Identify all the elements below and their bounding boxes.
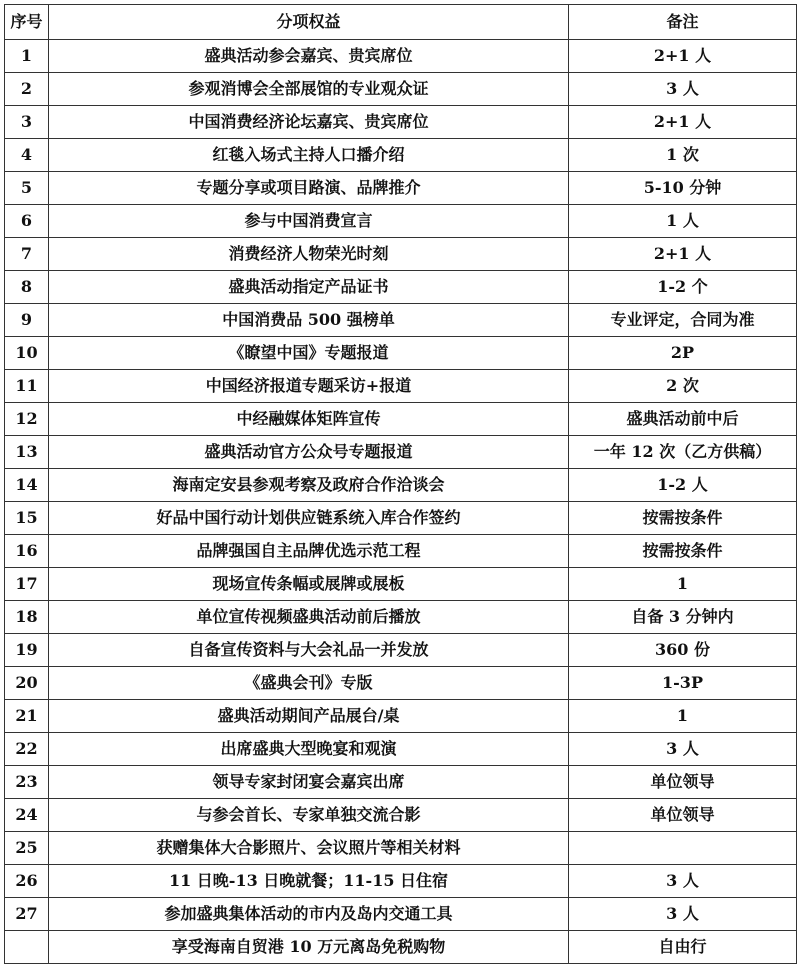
cell-index: 16 [5, 535, 49, 568]
cell-note: 5-10 分钟 [569, 172, 797, 205]
cell-index: 17 [5, 568, 49, 601]
cell-index: 9 [5, 304, 49, 337]
cell-item: 参观消博会全部展馆的专业观众证 [49, 73, 569, 106]
cell-index: 22 [5, 733, 49, 766]
cell-note: 2P [569, 337, 797, 370]
benefits-table-container [4, 4, 796, 964]
header-item: 分项权益 [49, 5, 569, 40]
table-row [5, 337, 797, 370]
table-row [5, 205, 797, 238]
cell-item: 自备宣传资料与大会礼品一并发放 [49, 634, 569, 667]
cell-note: 自备 3 分钟内 [569, 601, 797, 634]
cell-index: 27 [5, 898, 49, 931]
table-row [5, 865, 797, 898]
header-note: 备注 [569, 5, 797, 40]
cell-note: 2+1 人 [569, 40, 797, 73]
cell-item: 参与中国消费宣言 [49, 205, 569, 238]
cell-note: 按需按条件 [569, 502, 797, 535]
cell-item: 与参会首长、专家单独交流合影 [49, 799, 569, 832]
table-row [5, 634, 797, 667]
cell-note: 1 [569, 700, 797, 733]
table-row [5, 601, 797, 634]
cell-index: 18 [5, 601, 49, 634]
table-row [5, 568, 797, 601]
cell-item: 参加盛典集体活动的市内及岛内交通工具 [49, 898, 569, 931]
cell-item: 获赠集体大合影照片、会议照片等相关材料 [49, 832, 569, 865]
table-row [5, 502, 797, 535]
cell-item: 中国经济报道专题采访+报道 [49, 370, 569, 403]
cell-item: 《瞭望中国》专题报道 [49, 337, 569, 370]
cell-item: 出席盛典大型晚宴和观演 [49, 733, 569, 766]
cell-note: 1-2 人 [569, 469, 797, 502]
table-row [5, 370, 797, 403]
cell-index: 19 [5, 634, 49, 667]
table-header [5, 5, 797, 40]
cell-item: 享受海南自贸港 10 万元离岛免税购物 [49, 931, 569, 964]
table-row [5, 106, 797, 139]
cell-index: 10 [5, 337, 49, 370]
cell-note: 一年 12 次（乙方供稿） [569, 436, 797, 469]
cell-note: 按需按条件 [569, 535, 797, 568]
table-row [5, 139, 797, 172]
cell-note: 单位领导 [569, 766, 797, 799]
table-row [5, 733, 797, 766]
cell-note: 3 人 [569, 733, 797, 766]
cell-item: 中国消费经济论坛嘉宾、贵宾席位 [49, 106, 569, 139]
table-row [5, 898, 797, 931]
cell-index [5, 931, 49, 964]
cell-item: 红毯入场式主持人口播介绍 [49, 139, 569, 172]
cell-item: 中国消费品 500 强榜单 [49, 304, 569, 337]
cell-index: 25 [5, 832, 49, 865]
table-row [5, 304, 797, 337]
table-row [5, 403, 797, 436]
cell-index: 2 [5, 73, 49, 106]
cell-index: 1 [5, 40, 49, 73]
cell-note: 360 份 [569, 634, 797, 667]
cell-index: 20 [5, 667, 49, 700]
cell-item: 领导专家封闭宴会嘉宾出席 [49, 766, 569, 799]
table-row [5, 40, 797, 73]
cell-note: 1-3P [569, 667, 797, 700]
cell-item: 专题分享或项目路演、品牌推介 [49, 172, 569, 205]
cell-item: 消费经济人物荣光时刻 [49, 238, 569, 271]
cell-index: 12 [5, 403, 49, 436]
cell-item: 海南定安县参观考察及政府合作洽谈会 [49, 469, 569, 502]
cell-note: 2+1 人 [569, 106, 797, 139]
cell-item: 品牌强国自主品牌优选示范工程 [49, 535, 569, 568]
table-row [5, 271, 797, 304]
cell-item: 11 日晚-13 日晚就餐；11-15 日住宿 [49, 865, 569, 898]
cell-index: 11 [5, 370, 49, 403]
cell-item: 单位宣传视频盛典活动前后播放 [49, 601, 569, 634]
cell-index: 15 [5, 502, 49, 535]
table-row [5, 469, 797, 502]
table-row [5, 700, 797, 733]
cell-note [569, 832, 797, 865]
cell-note: 2 次 [569, 370, 797, 403]
cell-item: 现场宣传条幅或展牌或展板 [49, 568, 569, 601]
cell-item: 盛典活动官方公众号专题报道 [49, 436, 569, 469]
cell-note: 3 人 [569, 73, 797, 106]
cell-note: 3 人 [569, 865, 797, 898]
cell-note: 1 人 [569, 205, 797, 238]
table-row [5, 766, 797, 799]
cell-index: 8 [5, 271, 49, 304]
cell-index: 6 [5, 205, 49, 238]
cell-index: 26 [5, 865, 49, 898]
cell-note: 盛典活动前中后 [569, 403, 797, 436]
cell-note: 2+1 人 [569, 238, 797, 271]
cell-item: 盛典活动参会嘉宾、贵宾席位 [49, 40, 569, 73]
cell-index: 5 [5, 172, 49, 205]
cell-item: 好品中国行动计划供应链系统入库合作签约 [49, 502, 569, 535]
benefits-table [4, 4, 797, 964]
header-row [5, 5, 797, 40]
table-row [5, 436, 797, 469]
cell-item: 盛典活动期间产品展台/桌 [49, 700, 569, 733]
table-row [5, 535, 797, 568]
table-row [5, 931, 797, 964]
cell-item: 盛典活动指定产品证书 [49, 271, 569, 304]
table-row [5, 667, 797, 700]
cell-item: 中经融媒体矩阵宣传 [49, 403, 569, 436]
cell-note: 1 次 [569, 139, 797, 172]
cell-index: 21 [5, 700, 49, 733]
cell-note: 专业评定，合同为准 [569, 304, 797, 337]
cell-index: 7 [5, 238, 49, 271]
table-row [5, 73, 797, 106]
header-index: 序号 [5, 5, 49, 40]
table-row [5, 832, 797, 865]
cell-note: 1-2 个 [569, 271, 797, 304]
table-body [5, 40, 797, 964]
cell-note: 自由行 [569, 931, 797, 964]
cell-index: 23 [5, 766, 49, 799]
cell-note: 单位领导 [569, 799, 797, 832]
cell-index: 24 [5, 799, 49, 832]
cell-note: 3 人 [569, 898, 797, 931]
cell-index: 13 [5, 436, 49, 469]
cell-index: 3 [5, 106, 49, 139]
table-row [5, 238, 797, 271]
cell-index: 14 [5, 469, 49, 502]
cell-note: 1 [569, 568, 797, 601]
cell-index: 4 [5, 139, 49, 172]
cell-item: 《盛典会刊》专版 [49, 667, 569, 700]
table-row [5, 799, 797, 832]
table-row [5, 172, 797, 205]
